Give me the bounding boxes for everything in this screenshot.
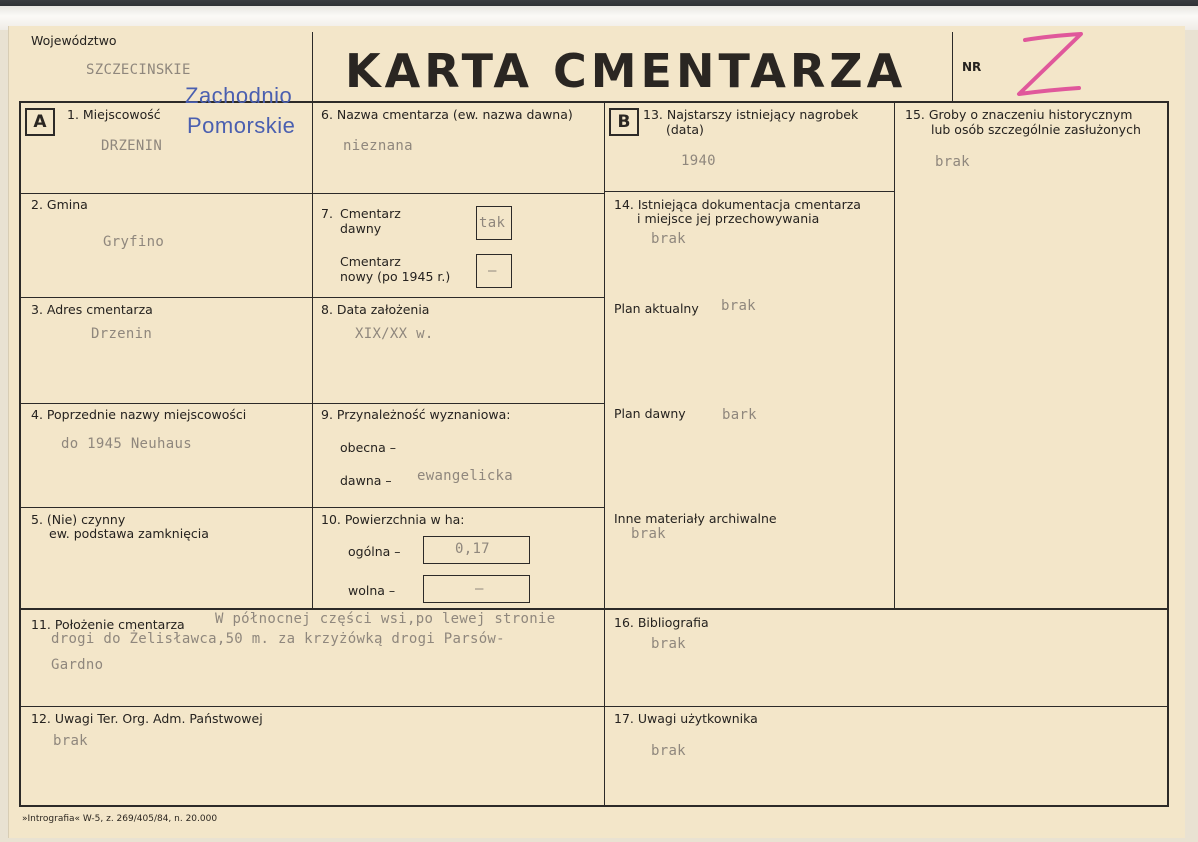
field-10-wolna-value: – — [475, 581, 484, 597]
field-5-label-2: ew. podstawa zamknięcia — [49, 526, 209, 541]
print-footer: »Intrografia« W-5, z. 269/405/84, n. 20.000 — [22, 814, 218, 824]
row-line-a1 — [19, 193, 605, 194]
field-7-dawny-1: Cmentarz — [340, 206, 401, 221]
field-8-label: 8. Data założenia — [321, 302, 430, 317]
plan-dawny-value: bark — [722, 407, 757, 423]
field-7-nowy-1: Cmentarz — [340, 254, 401, 269]
row-line-a4 — [19, 507, 605, 508]
field-16-label: 16. Bibliografia — [614, 615, 709, 630]
inne-materialy-value: brak — [631, 526, 666, 542]
header-divider-1 — [312, 32, 313, 108]
field-7-number: 7. — [321, 206, 333, 221]
field-13-label-1: 13. Najstarszy istniejący nagrobek — [643, 107, 859, 122]
field-7-dawny-2: dawny — [340, 221, 382, 236]
row-line-a3 — [19, 403, 605, 404]
page-title: KARTA CMENTARZA — [345, 44, 907, 98]
field-17-label: 17. Uwagi użytkownika — [614, 711, 758, 726]
field-1-value: DRZENIN — [101, 138, 163, 154]
col-divider-b — [604, 101, 605, 807]
field-13-value: 1940 — [681, 153, 716, 169]
inne-materialy-label: Inne materiały archiwalne — [614, 511, 777, 526]
plan-dawny-label: Plan dawny — [614, 406, 686, 421]
field-15-label-1: 15. Groby o znaczeniu historycznym — [905, 107, 1133, 122]
field-11-value-2: drogi do Żelisławca,50 m. za krzyżówką drogi Parsów- — [51, 631, 505, 647]
field-2-label: 2. Gmina — [31, 197, 88, 212]
field-6-value: nieznana — [343, 138, 413, 154]
field-16-value: brak — [651, 636, 686, 652]
stamp-line-1: Zachodnio — [185, 83, 293, 108]
field-10-wolna: wolna – — [348, 583, 396, 598]
field-15-value: brak — [935, 154, 970, 170]
field-7-nowy-2: nowy (po 1945 r.) — [340, 269, 451, 284]
row-line-12 — [19, 706, 1169, 707]
frame-left — [19, 101, 21, 807]
section-b-box: B — [609, 108, 639, 136]
frame-right — [1167, 101, 1169, 807]
field-7-dawny-value: tak — [479, 215, 506, 231]
row-line-a2 — [19, 297, 605, 298]
field-11-value-3: Gardno — [51, 657, 104, 673]
frame-bottom — [19, 805, 1169, 807]
col-divider-c — [894, 101, 895, 609]
plan-aktualny-value: brak — [721, 298, 756, 314]
field-4-value: do 1945 Neuhaus — [61, 436, 192, 452]
field-1-label: 1. Miejscowość — [67, 107, 161, 122]
nr-handwritten-z — [1009, 32, 1085, 98]
field-14-label-1: 14. Istniejąca dokumentacja cmentarza — [614, 197, 861, 212]
field-11-value-1: W północnej części wsi,po lewej stronie — [215, 611, 556, 627]
row-line-11 — [19, 608, 1169, 610]
field-10-label: 10. Powierzchnia w ha: — [321, 512, 465, 527]
field-4-label: 4. Poprzednie nazwy miejscowości — [31, 407, 247, 422]
cemetery-card — [8, 26, 1185, 838]
field-9-dawna-value: ewangelicka — [417, 468, 514, 484]
plan-aktualny-label: Plan aktualny — [614, 301, 699, 316]
field-6-label: 6. Nazwa cmentarza (ew. nazwa dawna) — [321, 107, 573, 122]
field-12-value: brak — [53, 733, 88, 749]
field-11-label: 11. Położenie cmentarza — [31, 617, 185, 632]
field-3-value: Drzenin — [91, 326, 153, 342]
stamp-line-2: Pomorskie — [187, 113, 296, 138]
field-10-ogolna-value: 0,17 — [455, 541, 490, 557]
wojewodztwo-label: Województwo — [31, 33, 117, 48]
field-3-label: 3. Adres cmentarza — [31, 302, 153, 317]
field-5-label-1: 5. (Nie) czynny — [31, 512, 126, 527]
field-17-value: brak — [651, 743, 686, 759]
field-14-value: brak — [651, 231, 686, 247]
col-divider-a — [312, 101, 313, 609]
field-12-label: 12. Uwagi Ter. Org. Adm. Państwowej — [31, 711, 263, 726]
field-8-value: XIX/XX w. — [355, 326, 434, 342]
field-15-label-2: lub osób szczególnie zasłużonych — [931, 122, 1141, 137]
wojewodztwo-value: SZCZECINSKIE — [86, 62, 191, 78]
field-7-nowy-value: – — [488, 263, 497, 279]
section-a-box: A — [25, 108, 55, 136]
field-13-label-2: (data) — [666, 122, 704, 137]
field-10-ogolna: ogólna – — [348, 544, 401, 559]
field-2-value: Gryfino — [103, 234, 165, 250]
row-line-b1 — [604, 191, 895, 192]
field-14-label-2: i miejsce jej przechowywania — [637, 211, 820, 226]
field-9-label: 9. Przynależność wyznaniowa: — [321, 407, 511, 422]
header-divider-2 — [952, 32, 953, 102]
field-9-obecna: obecna – — [340, 440, 396, 455]
nr-label: NR — [962, 60, 982, 74]
field-9-dawna: dawna – — [340, 473, 392, 488]
